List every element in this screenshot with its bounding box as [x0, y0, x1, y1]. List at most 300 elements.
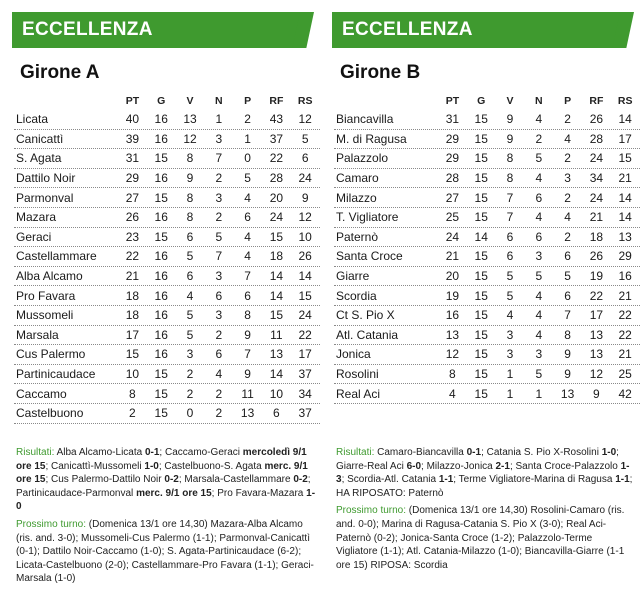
- stat-v: 1: [506, 367, 514, 382]
- match-score: 0-1: [144, 447, 160, 458]
- team-name: Pro Favara: [16, 288, 76, 303]
- column-header: G: [157, 95, 166, 107]
- stat-n: 1: [215, 112, 223, 127]
- stat-rs: 26: [298, 249, 312, 264]
- stat-rf: 9: [593, 386, 600, 401]
- stat-pt: 15: [125, 347, 140, 362]
- match-text: ; Castelbuono-S. Agata: [158, 460, 265, 472]
- team-name: Santa Croce: [336, 249, 403, 264]
- stat-rs: 21: [618, 171, 632, 186]
- stat-v: 9: [186, 171, 194, 186]
- stat-rf: 15: [269, 308, 284, 323]
- stat-n: 7: [215, 249, 223, 264]
- stat-p: 2: [564, 112, 571, 127]
- stat-rs: 37: [298, 367, 312, 382]
- stat-n: 4: [535, 112, 543, 127]
- stat-n: 4: [535, 288, 543, 303]
- match-score: 1-1: [438, 474, 454, 486]
- stat-p: 4: [244, 249, 251, 264]
- match-text: ; Cus Palermo-Dattilo Noir: [45, 474, 165, 486]
- stat-p: 9: [564, 367, 571, 382]
- team-name: T. Vigliatore: [336, 210, 399, 225]
- match-score: mercoledì 9/1 ore 15: [16, 447, 307, 472]
- team-name: Castelbuono: [16, 406, 84, 421]
- stat-rs: 12: [298, 112, 312, 127]
- stat-n: 5: [535, 367, 543, 382]
- stat-g: 16: [154, 171, 168, 186]
- team-name: Camaro: [336, 171, 379, 186]
- stat-n: 2: [215, 171, 223, 186]
- match-text: ; Giarre-Real Aci: [336, 447, 619, 472]
- match-text: ; Catania S. Pio X-Rosolini: [481, 447, 602, 458]
- stat-rf: 21: [589, 210, 604, 225]
- results-paragraph: [336, 446, 636, 500]
- stat-v: 3: [506, 347, 514, 362]
- stat-n: 2: [215, 386, 223, 401]
- table-row: [334, 365, 640, 385]
- column-header: RF: [269, 95, 284, 107]
- stat-v: 2: [186, 386, 194, 401]
- stat-pt: 13: [445, 327, 460, 342]
- stat-rs: 42: [618, 386, 632, 401]
- table-row: [14, 149, 320, 169]
- stat-g: 14: [474, 229, 488, 244]
- stat-rs: 17: [298, 347, 312, 362]
- stat-pt: 27: [125, 190, 140, 205]
- stat-rs: 15: [618, 151, 632, 166]
- stat-g: 15: [474, 131, 488, 146]
- stat-g: 16: [154, 288, 168, 303]
- stat-rf: 24: [589, 151, 604, 166]
- stat-rs: 12: [298, 210, 312, 225]
- stat-p: 11: [241, 386, 254, 401]
- results-text: [336, 446, 636, 572]
- match-score: 0-2: [293, 474, 308, 486]
- table-row: [334, 110, 640, 130]
- stat-rf: 22: [589, 288, 604, 303]
- stat-pt: 23: [125, 229, 140, 244]
- stat-v: 6: [186, 269, 194, 284]
- stat-g: 16: [154, 210, 168, 225]
- team-name: Giarre: [336, 269, 370, 284]
- section-banner: ECCELLENZA: [12, 12, 300, 48]
- stat-pt: 16: [445, 308, 460, 323]
- team-name: Ct S. Pio X: [336, 308, 395, 323]
- stat-v: 2: [186, 367, 194, 382]
- stat-rf: 24: [269, 210, 284, 225]
- stat-pt: 40: [125, 112, 140, 127]
- team-name: S. Agata: [16, 151, 62, 166]
- stat-p: 9: [244, 327, 251, 342]
- table-row: [334, 208, 640, 228]
- stat-v: 4: [506, 308, 514, 323]
- stat-n: 5: [535, 269, 543, 284]
- stat-rs: 21: [618, 347, 632, 362]
- stat-g: 15: [474, 367, 488, 382]
- stat-g: 15: [474, 210, 488, 225]
- table-row: [14, 345, 320, 365]
- stat-pt: 12: [445, 347, 460, 362]
- stat-pt: 39: [125, 131, 140, 146]
- stat-g: 16: [154, 269, 168, 284]
- stat-n: 6: [215, 347, 223, 362]
- stat-p: 4: [564, 131, 571, 146]
- stat-n: 6: [215, 288, 223, 303]
- next-round-text: (Domenica 13/1 ore 14,30) Rosolini-Camaro (ris. and. 0-0); Marina di Ragusa-Catania S. Pio X (3-0); Real Aci-Paternò (0-2); Jonica-Santa Croce (1-2); Palazzolo-Terme Vigliatore (1-1); Atl. Catania-Milazzo (1-0); Biancavilla-Giarre (1-1 ore 15) RIPOSA: Scordia: [336, 505, 625, 571]
- stat-g: 16: [154, 249, 168, 264]
- match-text: ; Pro Favara-Mazara: [211, 487, 307, 499]
- stat-g: 16: [154, 347, 168, 362]
- stat-v: 6: [186, 229, 194, 244]
- stat-n: 6: [535, 229, 543, 244]
- stat-p: 6: [244, 210, 251, 225]
- column-header: RS: [297, 95, 313, 107]
- stat-n: 4: [215, 367, 223, 382]
- stat-v: 7: [506, 190, 514, 205]
- stat-pt: 29: [445, 151, 460, 166]
- table-row: [14, 326, 320, 346]
- stat-rf: 14: [269, 269, 284, 284]
- team-name: M. di Ragusa: [336, 131, 407, 146]
- column-header: G: [477, 95, 486, 107]
- match-score: 1-3: [336, 460, 630, 486]
- match-score: merc. 9/1 ore 15: [136, 487, 212, 499]
- standings-table: [334, 92, 640, 404]
- stat-n: 3: [535, 249, 543, 264]
- stat-p: 8: [564, 327, 571, 342]
- match-text: ; Marsala-Castellammare: [178, 474, 294, 486]
- stat-rs: 6: [301, 151, 309, 166]
- stat-v: 8: [186, 190, 194, 205]
- table-row: [334, 188, 640, 208]
- stat-rs: 17: [618, 131, 632, 146]
- stat-rf: 17: [589, 308, 604, 323]
- table-row: [334, 267, 640, 287]
- group-title: Girone A: [20, 62, 100, 83]
- match-text: ; Scordia-Atl. Catania: [341, 474, 439, 486]
- next-round-paragraph: [336, 504, 636, 572]
- match-text: ; Milazzo-Jonica: [421, 460, 496, 472]
- stat-n: 2: [215, 210, 223, 225]
- team-name: Rosolini: [336, 367, 379, 382]
- table-row: [14, 384, 320, 404]
- group-title: Girone B: [340, 62, 421, 83]
- stat-rs: 14: [618, 210, 632, 225]
- team-name: Palazzolo: [336, 151, 389, 166]
- stat-g: 15: [474, 190, 488, 205]
- stat-g: 16: [154, 308, 168, 323]
- table-row: [14, 267, 320, 287]
- stat-n: 2: [215, 406, 223, 421]
- team-name: Licata: [16, 112, 49, 127]
- stat-rs: 13: [618, 229, 632, 244]
- team-name: Atl. Catania: [336, 327, 399, 342]
- stat-v: 6: [506, 249, 514, 264]
- stat-p: 6: [564, 249, 571, 264]
- stat-v: 5: [186, 327, 194, 342]
- stat-v: 5: [506, 288, 514, 303]
- stat-rf: 28: [589, 131, 604, 146]
- stat-g: 15: [154, 406, 168, 421]
- stat-pt: 31: [125, 151, 140, 166]
- next-round-paragraph: [16, 518, 316, 586]
- column-header: V: [186, 95, 194, 107]
- match-score: merc. 9/1 ore 15: [16, 460, 308, 486]
- table-row: [14, 306, 320, 326]
- stat-p: 8: [244, 308, 251, 323]
- stat-rs: 34: [298, 386, 312, 401]
- stat-n: 4: [535, 308, 543, 323]
- stat-v: 5: [506, 269, 514, 284]
- stat-v: 12: [183, 131, 197, 146]
- stat-pt: 27: [445, 190, 460, 205]
- table-row: [14, 169, 320, 189]
- team-name: Canicattì: [16, 131, 64, 146]
- team-name: Mazara: [16, 210, 57, 225]
- stat-n: 3: [215, 269, 223, 284]
- stat-p: 7: [564, 308, 571, 323]
- team-name: Alba Alcamo: [16, 269, 83, 284]
- table-row: [334, 149, 640, 169]
- standings-table: [14, 92, 320, 424]
- stat-n: 3: [215, 190, 223, 205]
- stat-rf: 26: [589, 112, 604, 127]
- stat-pt: 4: [449, 386, 456, 401]
- match-text: ; HA RIPOSATO: Paternò: [336, 474, 633, 499]
- group-a-panel: [12, 0, 320, 600]
- stat-n: 7: [215, 151, 223, 166]
- stat-rf: 20: [269, 190, 284, 205]
- stat-pt: 17: [125, 327, 140, 342]
- stat-g: 15: [154, 190, 168, 205]
- match-score: 1-0: [144, 460, 159, 472]
- stat-p: 0: [244, 151, 251, 166]
- stat-n: 1: [535, 386, 543, 401]
- stat-rf: 15: [269, 229, 284, 244]
- stat-rs: 10: [298, 229, 312, 244]
- stat-rf: 26: [589, 249, 604, 264]
- match-score: 0-2: [164, 474, 179, 486]
- next-round-text: (Domenica 13/1 ore 14,30) Mazara-Alba Alcamo (ris. and. 3-0); Mussomeli-Cus Palermo (1-1); Parmonval-Canicattì (0-1); Dattilo Noir-Caccamo (1-0); S. Agata-Partinicaudace (6-2); Licata-Castelbuono (2-0); Castellammare-Pro Favara (1-1); Geraci-Marsala (1-0): [16, 518, 314, 585]
- table-row: [14, 188, 320, 208]
- stat-n: 3: [215, 308, 223, 323]
- stat-rf: 19: [589, 269, 604, 284]
- match-score: 1-1: [615, 474, 630, 486]
- team-name: Scordia: [336, 288, 377, 303]
- stat-pt: 8: [129, 386, 136, 401]
- stat-n: 2: [535, 131, 543, 146]
- match-text: ; Caccamo-Geraci: [159, 447, 243, 458]
- stat-v: 0: [186, 406, 194, 421]
- next-round-label: Prossimo turno:: [336, 505, 407, 517]
- team-name: Partinicaudace: [16, 367, 96, 382]
- team-name: Milazzo: [336, 190, 377, 205]
- stat-g: 15: [474, 327, 488, 342]
- stat-rs: 14: [618, 112, 632, 127]
- table-header: [334, 92, 640, 110]
- match-text: ; Partinicaudace-Parmonval: [16, 474, 311, 499]
- stat-n: 2: [215, 327, 223, 342]
- stat-p: 4: [244, 190, 251, 205]
- stat-rf: 14: [269, 367, 284, 382]
- column-header: N: [214, 95, 223, 107]
- column-header: PT: [125, 95, 140, 107]
- stat-g: 15: [474, 347, 488, 362]
- table-row: [14, 228, 320, 248]
- stat-g: 16: [154, 131, 168, 146]
- table-row: [334, 326, 640, 346]
- stat-pt: 28: [445, 171, 460, 186]
- stat-pt: 25: [445, 210, 460, 225]
- results-label: Risultati:: [336, 447, 375, 458]
- stat-pt: 19: [445, 288, 460, 303]
- stat-p: 9: [244, 367, 251, 382]
- stat-v: 6: [506, 229, 514, 244]
- stat-pt: 24: [445, 229, 460, 244]
- stat-rf: 12: [589, 367, 604, 382]
- stat-rs: 14: [298, 269, 312, 284]
- stat-pt: 2: [129, 406, 136, 421]
- stat-g: 16: [154, 112, 168, 127]
- stat-rs: 22: [618, 327, 632, 342]
- table-row: [14, 286, 320, 306]
- stat-g: 15: [154, 229, 168, 244]
- team-name: Mussomeli: [16, 308, 74, 323]
- column-header: RF: [589, 95, 604, 107]
- stat-v: 8: [506, 151, 514, 166]
- match-score: 1-0: [16, 487, 316, 513]
- stat-v: 1: [506, 386, 514, 401]
- stat-v: 7: [506, 210, 514, 225]
- table-row: [334, 130, 640, 150]
- match-text: ; Santa Croce-Palazzolo: [509, 460, 621, 472]
- stat-pt: 18: [125, 288, 140, 303]
- stat-v: 8: [506, 171, 514, 186]
- stat-v: 9: [506, 131, 514, 146]
- table-header: [14, 92, 320, 110]
- stat-v: 5: [186, 308, 194, 323]
- stat-pt: 20: [445, 269, 460, 284]
- table-row: [14, 404, 320, 424]
- stat-rs: 14: [618, 190, 632, 205]
- stat-pt: 21: [125, 269, 140, 284]
- stat-g: 15: [474, 171, 488, 186]
- stat-rf: 13: [589, 347, 604, 362]
- column-header: P: [564, 95, 572, 107]
- stat-v: 8: [186, 210, 194, 225]
- table-row: [334, 247, 640, 267]
- match-score: 0-1: [466, 447, 482, 458]
- stat-p: 13: [560, 386, 575, 401]
- match-text: Camaro-Biancavilla: [374, 447, 467, 458]
- stat-v: 8: [186, 151, 194, 166]
- stat-rf: 34: [589, 171, 604, 186]
- stat-n: 5: [215, 229, 223, 244]
- stat-rs: 24: [298, 308, 312, 323]
- stat-g: 15: [154, 367, 168, 382]
- stat-rf: 18: [589, 229, 604, 244]
- team-name: Geraci: [16, 229, 52, 244]
- stat-p: 4: [244, 229, 251, 244]
- stat-p: 5: [244, 171, 251, 186]
- stat-rf: 37: [269, 131, 284, 146]
- column-header: V: [506, 95, 514, 107]
- stat-rf: 14: [269, 288, 284, 303]
- stat-n: 3: [535, 347, 543, 362]
- stat-p: 9: [564, 347, 571, 362]
- stat-g: 16: [154, 327, 168, 342]
- stat-rf: 13: [269, 347, 284, 362]
- stat-p: 1: [244, 131, 251, 146]
- stat-p: 2: [564, 229, 571, 244]
- table-row: [334, 306, 640, 326]
- stat-rf: 24: [589, 190, 604, 205]
- stat-pt: 31: [445, 112, 460, 127]
- stat-n: 3: [215, 131, 223, 146]
- column-header: RS: [617, 95, 633, 107]
- stat-rf: 43: [269, 112, 284, 127]
- stat-v: 3: [186, 347, 194, 362]
- team-name: Jonica: [336, 347, 371, 362]
- stat-n: 4: [535, 327, 543, 342]
- stat-rf: 28: [269, 171, 284, 186]
- stat-p: 6: [564, 288, 571, 303]
- stat-n: 4: [535, 210, 543, 225]
- stat-rf: 11: [270, 327, 283, 342]
- match-score: 1-0: [601, 447, 617, 458]
- team-name: Castellammare: [16, 249, 97, 264]
- stat-rf: 18: [269, 249, 284, 264]
- stat-pt: 22: [125, 249, 140, 264]
- stat-rs: 9: [301, 190, 309, 205]
- team-name: Cus Palermo: [16, 347, 86, 362]
- stat-rs: 37: [298, 406, 312, 421]
- results-label: Risultati:: [16, 447, 55, 458]
- stat-rs: 5: [301, 131, 309, 146]
- results-text: [16, 446, 316, 586]
- match-text: Alba Alcamo-Licata: [54, 447, 145, 458]
- team-name: Parmonval: [16, 190, 74, 205]
- table-row: [334, 286, 640, 306]
- match-score: 6-0: [406, 460, 422, 472]
- next-round-label: Prossimo turno:: [16, 518, 87, 530]
- stat-g: 15: [474, 151, 488, 166]
- stat-p: 4: [564, 210, 571, 225]
- stat-pt: 10: [125, 367, 140, 382]
- team-name: Real Aci: [336, 386, 381, 401]
- stat-n: 5: [535, 151, 543, 166]
- table-row: [14, 365, 320, 385]
- stat-g: 15: [154, 151, 168, 166]
- stat-p: 2: [564, 151, 571, 166]
- stat-g: 15: [474, 269, 488, 284]
- stat-rs: 22: [618, 308, 632, 323]
- stat-pt: 29: [445, 131, 460, 146]
- stat-p: 6: [244, 288, 251, 303]
- stat-p: 2: [244, 112, 251, 127]
- team-name: Paternò: [336, 229, 379, 244]
- match-score: 2-1: [495, 460, 510, 472]
- stat-p: 5: [564, 269, 571, 284]
- stat-v: 9: [506, 112, 514, 127]
- stat-rs: 25: [618, 367, 632, 382]
- team-name: Biancavilla: [336, 112, 394, 127]
- stat-v: 5: [186, 249, 194, 264]
- stat-rs: 29: [618, 249, 632, 264]
- stat-n: 6: [535, 190, 543, 205]
- stat-n: 4: [535, 171, 543, 186]
- column-header: N: [534, 95, 543, 107]
